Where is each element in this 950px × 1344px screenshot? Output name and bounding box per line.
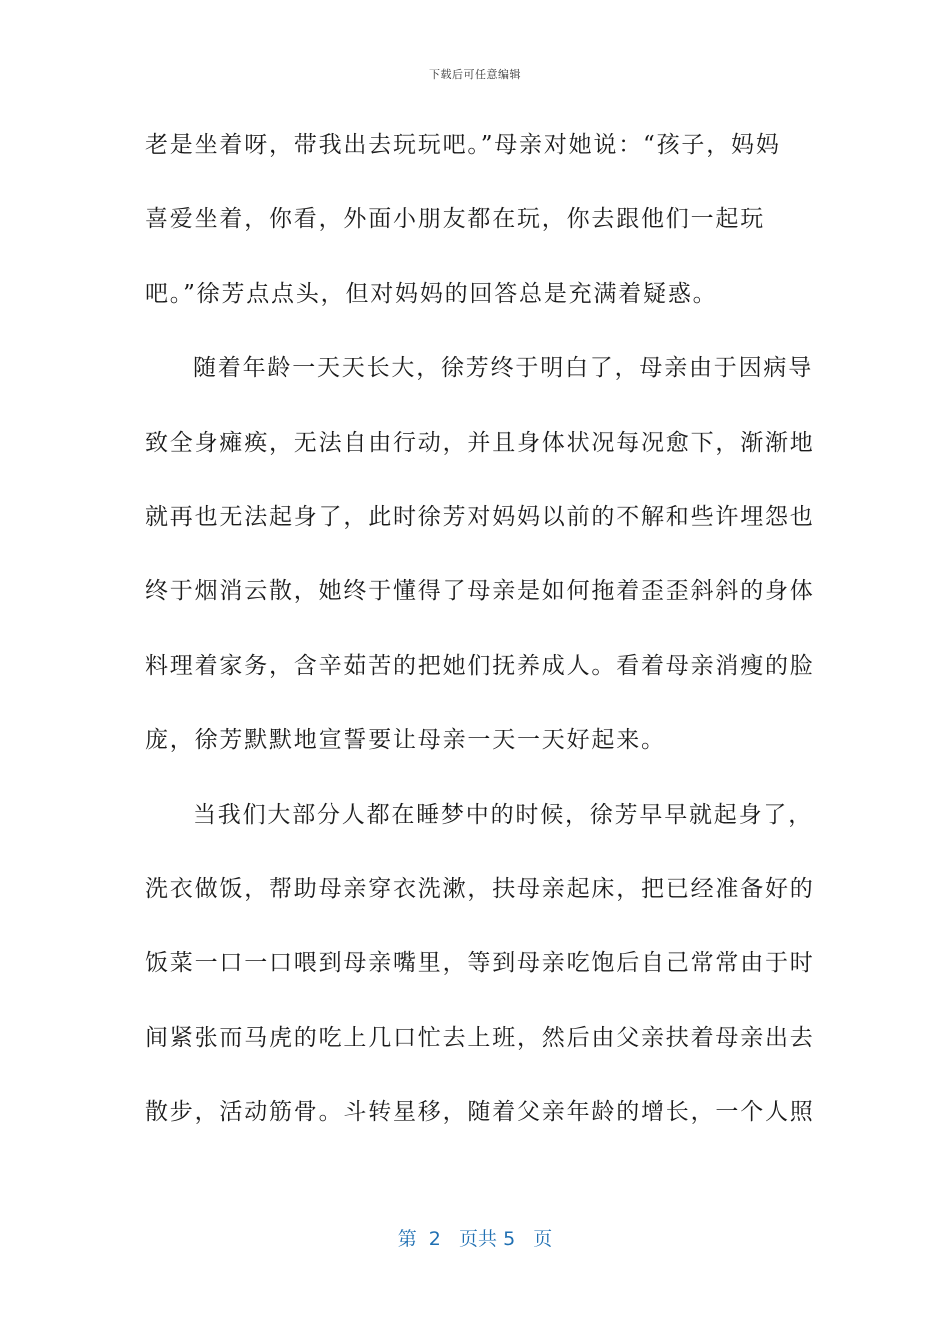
page-number: 2 [428,1228,441,1250]
footer-middle: 页共 [459,1228,498,1250]
text-line: 间紧张而马虎的吃上几口忙去上班，然后由父亲扶着母亲出去 [145,1024,815,1051]
text-line: 料理着家务，含辛茹苦的把她们抚养成人。看着母亲消瘦的脸 [145,652,815,679]
text-line: 老是坐着呀，带我出去玩玩吧。”母亲对她说：“孩子，妈妈 [145,132,781,158]
page-footer [0,1224,950,1251]
text-line: 就再也无法起身了，此时徐芳对妈妈以前的不解和些许埋怨也 [145,503,815,530]
page-header-note: 下载后可任意编辑 [429,68,521,81]
total-pages: 5 [503,1228,516,1250]
text-line: 庞，徐芳默默地宣誓要让母亲一天一天好起来。 [145,727,666,754]
text-line: 吧。”徐芳点点头，但对妈妈的回答总是充满着疑惑。 [145,280,718,307]
text-line: 终于烟消云散，她终于懂得了母亲是如何拖着歪歪斜斜的身体 [145,578,815,605]
text-line: 散步，活动筋骨。斗转星移，随着父亲年龄的增长，一个人照 [145,1099,815,1126]
paragraph-start-line: 当我们大部分人都在睡梦中的时候，徐芳早早就起身了， [193,801,813,828]
document-body [145,118,815,1159]
footer-prefix: 第 [397,1228,417,1250]
paragraph-start-line: 随着年龄一天天长大，徐芳终于明白了，母亲由于因病导 [193,355,813,382]
text-line: 致全身瘫痪，无法自由行动，并且身体状况每况愈下，渐渐地 [145,429,815,456]
footer-suffix: 页 [533,1228,553,1250]
text-line: 喜爱坐着，你看，外面小朋友都在玩，你去跟他们一起玩 [145,206,765,233]
text-line: 洗衣做饭，帮助母亲穿衣洗漱，扶母亲起床，把已经准备好的 [145,875,815,902]
text-line: 饭菜一口一口喂到母亲嘴里，等到母亲吃饱后自己常常由于时 [145,950,815,977]
